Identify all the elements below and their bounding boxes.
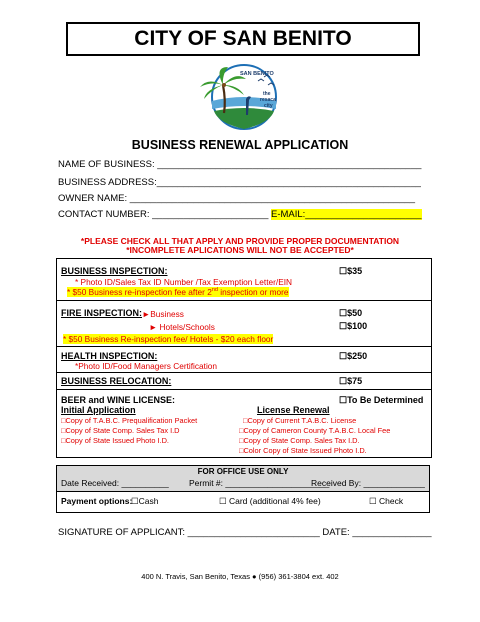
initial-item[interactable]: □Copy of State Comp. Sales Tax I.D — [61, 426, 180, 435]
fire-hotels-option: ► Hotels/Schools — [149, 322, 215, 332]
office-date-received[interactable]: Date Received: __________ — [61, 478, 169, 488]
business-inspection-requirement: * Photo ID/Sales Tax ID Number /Tax Exemption Letter/EIN — [75, 277, 293, 287]
business-inspection-checkbox[interactable]: ☐$35 — [339, 266, 363, 276]
office-permit[interactable]: Permit #: ______________________ — [189, 478, 330, 488]
renewal-item[interactable]: □Color Copy of State Issued Photo I.D. — [239, 446, 367, 455]
initial-application-heading: Initial Application — [61, 405, 136, 415]
renewal-item[interactable]: □Copy of Cameron County T.A.B.C. Local Fee — [239, 426, 391, 435]
contact-number-field[interactable]: CONTACT NUMBER: ______________________ — [58, 209, 271, 220]
payment-card-checkbox[interactable]: ☐ Card (additional 4% fee) — [219, 496, 321, 506]
initial-item[interactable]: □Copy of State Issued Photo I.D. — [61, 436, 169, 445]
payment-cash-checkbox[interactable]: ☐Cash — [131, 496, 159, 506]
logo-side-text: the — [263, 91, 271, 97]
business-inspection-title: BUSINESS INSPECTION: — [61, 266, 168, 276]
inspection-sections — [56, 258, 432, 458]
beer-wine-checkbox[interactable]: ☐To Be Determined — [339, 395, 424, 405]
business-inspection-section — [57, 259, 431, 301]
signature-date-line[interactable]: SIGNATURE OF APPLICANT: _________________________ DATE: _______________ — [58, 527, 432, 538]
fire-inspection-section — [57, 301, 431, 347]
fire-business-option: ►Business — [142, 309, 184, 319]
health-inspection-title: HEALTH INSPECTION: — [61, 351, 158, 361]
business-relocation-section — [57, 373, 431, 390]
payment-check-checkbox[interactable]: ☐ Check — [369, 496, 404, 506]
footer-address: 400 N. Travis, San Benito, Texas ● (956) 361-3804 ext. 402 — [141, 572, 339, 581]
business-address-field[interactable]: BUSINESS ADDRESS:__________________________________________________ — [58, 177, 421, 188]
fire-business-checkbox[interactable]: ☐$50 — [339, 308, 363, 318]
renewal-item[interactable]: □Copy of Current T.A.B.C. License — [243, 416, 357, 425]
email-field[interactable]: E-MAIL:______________________ — [271, 209, 422, 220]
business-reinspection-fee: * $50 Business re-inspection fee after 2nd inspection or more — [67, 287, 289, 297]
logo-top-text: SAN BENITO — [240, 71, 274, 77]
city-logo — [188, 63, 292, 131]
notice-line-2: *INCOMPLETE APLICATIONS WILL NOT BE ACCEPTED* — [126, 245, 354, 255]
health-inspection-checkbox[interactable]: ☐$250 — [339, 351, 368, 361]
office-use-header — [57, 466, 429, 492]
business-relocation-title: BUSINESS RELOCATION: — [61, 376, 172, 386]
form-title: BUSINESS RENEWAL APPLICATION — [131, 138, 349, 152]
health-inspection-section — [57, 347, 431, 373]
business-name-field[interactable]: NAME OF BUSINESS: __________________________________________________ — [58, 159, 422, 170]
fire-reinspection-fee: * $50 Business Re-inspection fee/ Hotels - $20 each floor — [63, 334, 274, 344]
fire-inspection-title: FIRE INSPECTION: — [61, 308, 143, 318]
renewal-item[interactable]: □Copy of State Comp. Sales Tax I.D. — [239, 436, 360, 445]
office-received-by[interactable]: Received By: _____________ — [311, 478, 425, 488]
health-inspection-requirement: *Photo ID/Food Managers Certification — [75, 361, 218, 371]
notice-line-1: *PLEASE CHECK ALL THAT APPLY AND PROVIDE PROPER DOCUMENTATION — [80, 236, 400, 246]
logo-side-text: city — [264, 103, 273, 109]
beer-wine-section — [57, 390, 431, 457]
city-title: CITY OF SAN BENITO — [66, 22, 420, 56]
contact-row — [58, 209, 422, 220]
business-relocation-checkbox[interactable]: ☐$75 — [339, 376, 363, 386]
fire-hotels-checkbox[interactable]: ☐$100 — [339, 321, 368, 331]
office-use-title: FOR OFFICE USE ONLY — [197, 467, 289, 476]
payment-options-label: Payment options: — [61, 496, 133, 506]
logo-side-text: resaca — [260, 97, 276, 103]
office-use-box — [56, 465, 430, 513]
owner-name-field[interactable]: OWNER NAME: ______________________________________________________ — [58, 193, 416, 204]
initial-item[interactable]: □Copy of T.A.B.C. Prequalification Packet — [61, 416, 198, 425]
beer-wine-title: BEER and WINE LICENSE: — [61, 395, 176, 405]
license-renewal-heading: License Renewal — [257, 405, 330, 415]
